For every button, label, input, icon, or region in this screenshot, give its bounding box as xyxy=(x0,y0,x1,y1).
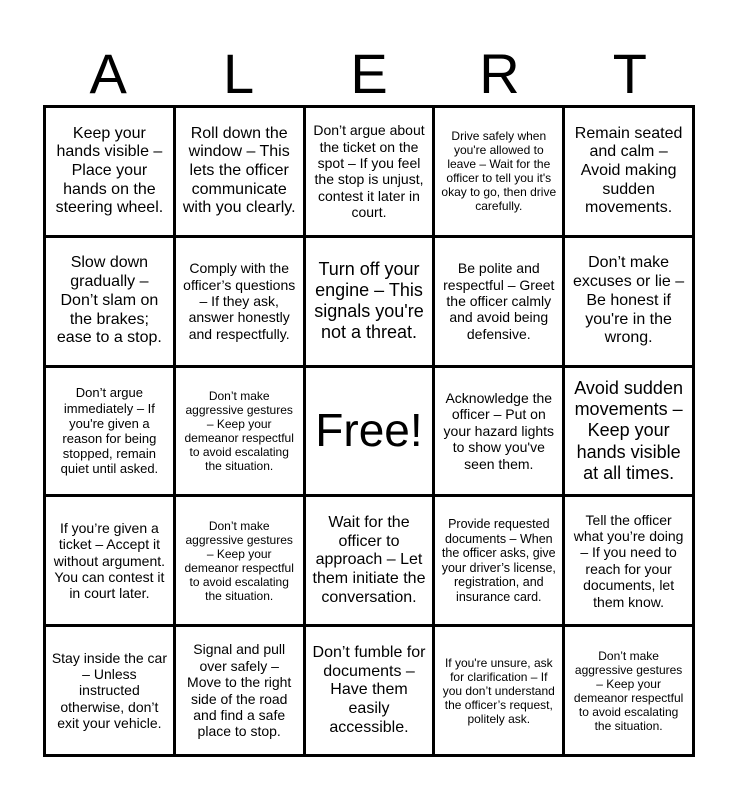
title-letter-r: R xyxy=(479,42,520,105)
bingo-cell-r1c4[interactable] xyxy=(435,108,562,235)
bingo-cell-r2c3[interactable] xyxy=(306,238,433,365)
bingo-cell-free[interactable] xyxy=(306,368,433,495)
bingo-cell-r5c4[interactable] xyxy=(435,627,562,754)
bingo-cell-r1c5[interactable] xyxy=(565,108,692,235)
cell-text: Don’t argue immediately – If you're given a reason for being stopped, remain quiet until asked. xyxy=(60,385,159,477)
cell-text: Provide requested documents – When the officer asks, give your driver’s license, registration, and insurance card. xyxy=(441,516,556,605)
bingo-cell-r1c1[interactable] xyxy=(46,108,173,235)
bingo-card-grid xyxy=(43,105,695,757)
bingo-cell-r3c5[interactable] xyxy=(565,368,692,495)
cell-text: Wait for the officer to approach – Let them initiate the conversation. xyxy=(312,513,426,606)
cell-text: Be polite and respectful – Greet the officer calmly and avoid being defensive. xyxy=(443,260,555,342)
cell-text: Remain seated and calm – Avoid making sudden movements. xyxy=(574,124,683,217)
cell-text: Roll down the window – This lets the officer communicate with you clearly. xyxy=(182,124,296,217)
cell-text: Comply with the officer’s questions – If they ask, answer honestly and respectfully. xyxy=(183,260,296,342)
title-letter-e: E xyxy=(350,42,388,105)
cell-text: Tell the officer what you’re doing – If you need to reach for your documents, let them know. xyxy=(573,511,684,610)
bingo-cell-r4c5[interactable] xyxy=(565,497,692,624)
cell-text: Don’t argue about the ticket on the spot – If you feel the stop is unjust, contest it later in court. xyxy=(313,122,425,221)
free-space-label: Free! xyxy=(315,404,423,457)
bingo-cell-r1c3[interactable] xyxy=(306,108,433,235)
title-letter-l: L xyxy=(223,42,255,105)
bingo-cell-r5c3[interactable] xyxy=(306,627,433,754)
bingo-cell-r4c1[interactable] xyxy=(46,497,173,624)
cell-text: If you’re given a ticket – Accept it without argument. You can contest it in court later. xyxy=(53,519,166,602)
cell-text: Drive safely when you're allowed to leave – Wait for the officer to tell you it's okay to go, then drive carefully. xyxy=(441,129,557,214)
bingo-cell-r3c2[interactable] xyxy=(176,368,303,495)
bingo-cell-r4c2[interactable] xyxy=(176,497,303,624)
cell-text: Don’t make excuses or lie – Be honest if you're in the wrong. xyxy=(573,254,685,347)
bingo-cell-r5c1[interactable] xyxy=(46,627,173,754)
title-letter-a: A xyxy=(89,42,127,105)
bingo-cell-r2c4[interactable] xyxy=(435,238,562,365)
bingo-cell-r3c1[interactable] xyxy=(46,368,173,495)
bingo-cell-r5c5[interactable] xyxy=(565,627,692,754)
bingo-cell-r1c2[interactable] xyxy=(176,108,303,235)
bingo-cell-r3c4[interactable] xyxy=(435,368,562,495)
cell-text: Don’t fumble for documents – Have them easily accessible. xyxy=(312,643,426,736)
bingo-cell-r2c1[interactable] xyxy=(46,238,173,365)
bingo-title xyxy=(43,44,695,104)
bingo-cell-r2c5[interactable] xyxy=(565,238,692,365)
bingo-cell-r5c2[interactable] xyxy=(176,627,303,754)
cell-text: Acknowledge the officer – Put on your hazard lights to show you've seen them. xyxy=(443,390,555,472)
cell-text: If you're unsure, ask for clarification – If you don’t understand the officer’s request, politely ask. xyxy=(442,655,555,726)
cell-text: Stay inside the car – Unless instructed otherwise, don’t exit your vehicle. xyxy=(51,649,167,732)
cell-text: Avoid sudden movements – Keep your hands visible at all times. xyxy=(574,378,683,483)
cell-text: Turn off your engine – This signals you're not a threat. xyxy=(314,259,424,343)
cell-text: Keep your hands visible – Place your hands on the steering wheel. xyxy=(55,124,164,217)
bingo-cell-r2c2[interactable] xyxy=(176,238,303,365)
cell-text: Don’t make aggressive gestures – Keep your demeanor respectful to avoid escalating the situation. xyxy=(573,648,684,733)
cell-text: Signal and pull over safely – Move to the right side of the road and find a safe place to stop. xyxy=(187,641,292,740)
cell-text: Slow down gradually – Don’t slam on the brakes; ease to a stop. xyxy=(56,254,162,347)
bingo-cell-r4c3[interactable] xyxy=(306,497,433,624)
cell-text: Don’t make aggressive gestures – Keep your demeanor respectful to avoid escalating the situation. xyxy=(184,388,294,474)
cell-text: Don’t make aggressive gestures – Keep your demeanor respectful to avoid escalating the situation. xyxy=(184,518,294,603)
bingo-cell-r4c4[interactable] xyxy=(435,497,562,624)
title-letter-t: T xyxy=(612,42,647,105)
